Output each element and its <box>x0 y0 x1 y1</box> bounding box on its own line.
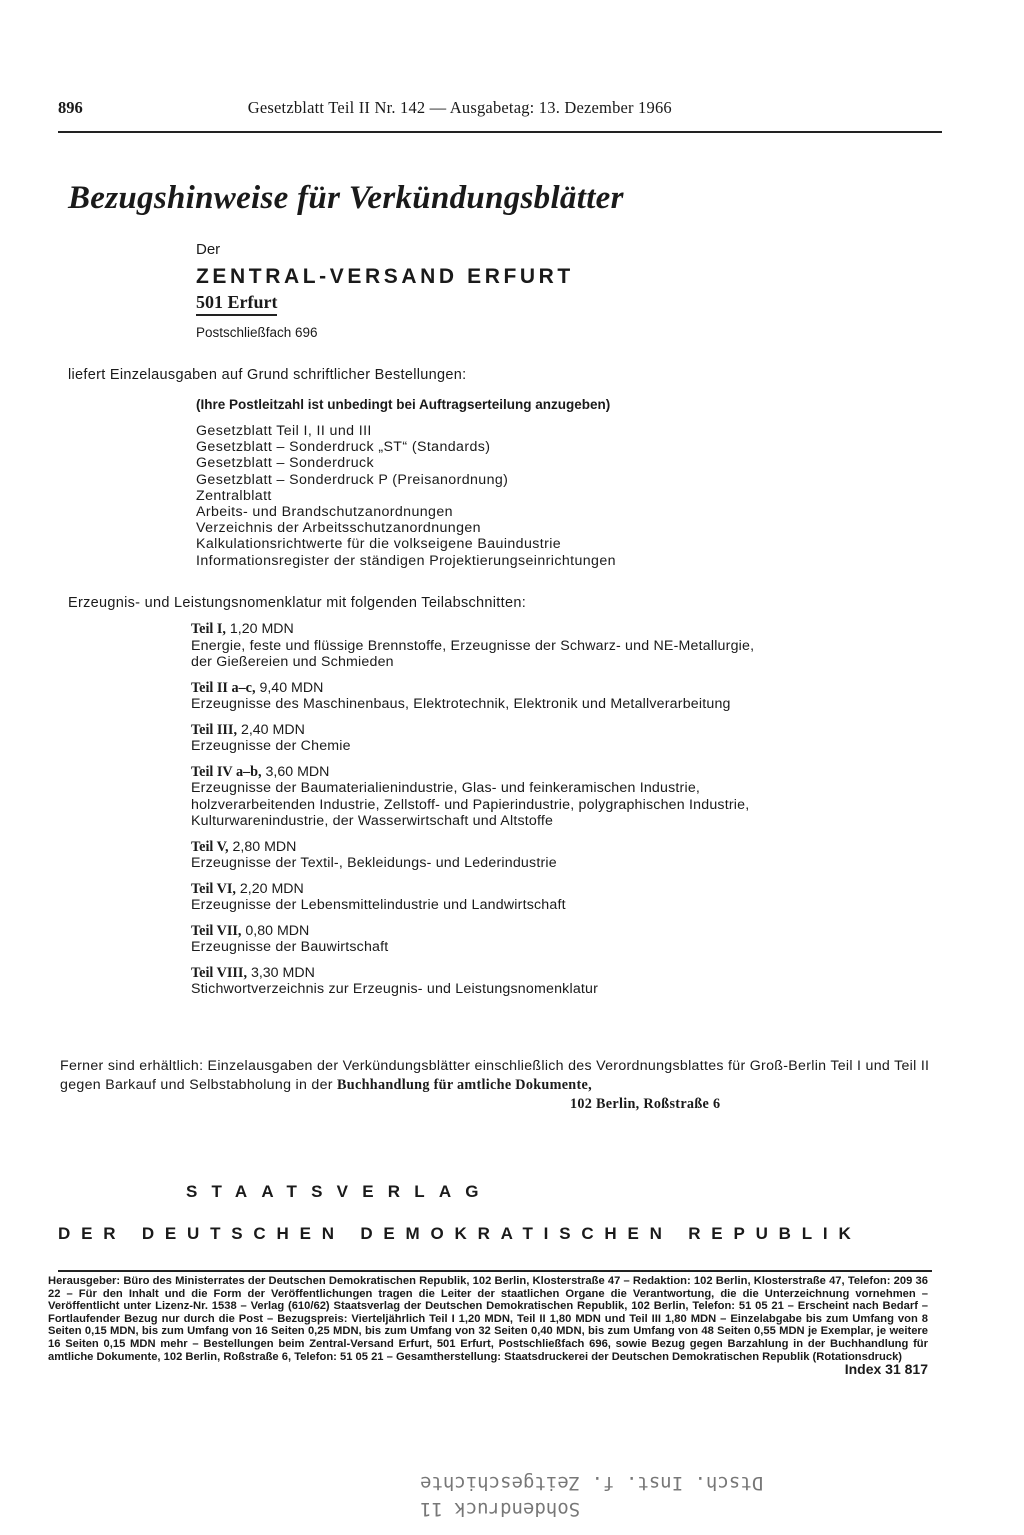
part-entry <box>191 722 871 755</box>
part-name: Teil III, <box>191 721 237 738</box>
address-der: Der <box>196 241 221 258</box>
part-entry <box>191 965 871 998</box>
part-desc: Energie, feste und flüssige Brennstoffe, Erzeugnisse der Schwarz- und NE-Metallurgie, <box>191 637 755 654</box>
part-price: 1,20 MDN <box>229 621 294 637</box>
part-name: Teil VII, <box>191 922 242 939</box>
publication-item: Gesetzblatt – Sonderdruck P (Preisanordnung) <box>196 471 509 488</box>
ferner-text: Ferner sind erhältlich: Einzelausgaben der Verkündungsblätter einschließlich des Verordnungsblattes für Groß-Berlin Teil I und Teil II gegen Barkauf und Selbstabholung in der <box>60 1058 930 1093</box>
part-desc: Stichwortverzeichnis zur Erzeugnis- und Leistungsnomenklatur <box>191 981 599 997</box>
part-price: 3,30 MDN <box>250 964 315 981</box>
address-org: ZENTRAL-VERSAND ERFURT <box>196 265 574 288</box>
imprint <box>48 1275 928 1376</box>
ferner-paragraph <box>60 1057 930 1114</box>
nomenclature-intro: Erzeugnis- und Leistungsnomenklatur mit folgenden Teilabschnitten: <box>68 595 527 611</box>
part-desc: Erzeugnisse der Lebensmittelindustrie und Landwirtschaft <box>191 897 566 913</box>
publication-item: Gesetzblatt Teil I, II und III <box>196 423 372 439</box>
part-price: 0,80 MDN <box>245 922 310 939</box>
parts-list <box>191 621 871 1007</box>
address-city: 501 Erfurt <box>196 292 277 316</box>
part-entry <box>191 764 871 830</box>
part-desc: Erzeugnisse des Maschinenbaus, Elektrotechnik, Elektronik und Metallverarbeitung <box>191 696 731 712</box>
page-header <box>58 98 942 118</box>
publication-item: Gesetzblatt – Sonderdruck „ST“ (Standards) <box>196 439 491 456</box>
part-price: 2,80 MDN <box>232 838 297 855</box>
page-title: Bezugshinweise für Verkündungsblätter <box>68 180 624 216</box>
address-po-box: Postschließfach 696 <box>196 325 318 340</box>
publication-item: Arbeits- und Brandschutzanordnungen <box>196 504 453 521</box>
part-price: 2,20 MDN <box>239 880 304 897</box>
header-title: Gesetzblatt Teil II Nr. 142 — Ausgabetag: 13. Dezember 1966 <box>247 98 672 117</box>
publication-item: Informationsregister der ständigen Projektierungseinrichtungen <box>196 552 616 569</box>
intro-text: liefert Einzelausgaben auf Grund schriftlicher Bestellungen: <box>68 367 467 383</box>
address-block <box>196 241 574 340</box>
part-desc: Erzeugnisse der Baumaterialienindustrie, Glas- und feinkeramischen Industrie, <box>191 780 701 796</box>
header-rule <box>58 131 942 133</box>
index-number: Index 31 817 <box>844 1361 928 1378</box>
part-entry <box>191 923 871 956</box>
postcode-note: (Ihre Postleitzahl ist unbedingt bei Auftragserteilung anzugeben) <box>196 397 611 412</box>
part-desc: Erzeugnisse der Bauwirtschaft <box>191 939 389 955</box>
page-number: 896 <box>58 98 83 117</box>
part-entry <box>191 839 871 872</box>
part-price: 3,60 MDN <box>265 763 330 780</box>
publication-item: Zentralblatt <box>196 487 272 504</box>
part-name: Teil IV a–b, <box>191 763 262 780</box>
part-desc: Kulturwarenindustrie, der Wasserwirtschaft und Altstoffe <box>191 813 554 829</box>
ferner-address: 102 Berlin, Roßstraße 6 <box>570 1096 721 1112</box>
stamp-line-2: Dtsch. Inst. f. Zeitgeschichte <box>420 1472 764 1494</box>
imprint-text: Herausgeber: Büro des Ministerrates der Deutschen Demokratischen Republik, 102 Berlin, Klosterstraße 47 – Redaktion: 102 Berlin, Klosterstraße 47, Telefon: 209 36 22 – Für den Inhalt und die Form der Veröffentlichungen tragen die Leiter der staatlichen Organe die Verantwortung, die die Unterzeichnung vornehmen – Veröffentlicht unter Lizenz-Nr. 1538 – Verlag (610/62) Staatsverlag der Deutschen Demokratischen Republik, 102 Berlin, Telefon: 51 05 21 – Erscheint nach Bedarf – Fortlaufender Bezug nur durch die Post – Bezugspreis: Vierteljährlich Teil I 1,20 MDN, Teil II 1,80 MDN und Teil III 1,80 MDN – Einzelabgabe bis zum Umfang von 8 Seiten 0,15 MDN, bis zum Umfang von 16 Seiten 0,25 MDN, bis zum Umfang von 32 Seiten 0,40 MDN, bis zum Umfang von 48 Seiten 0,55 MDN je Exemplar, je weitere 16 Seiten 0,15 MDN mehr – Bestellungen beim Zentral-Versand Erfurt, 501 Erfurt, Postschließfach 696, sowie Bezug gegen Barzahlung in der Buchhandlung für amtliche Dokumente, 102 Berlin, Roßstraße 6, Telefon: 51 05 21 – Gesamtherstellung: Staatsdruckerei der Deutschen Demokratischen Republik (Rotationsdruck) <box>48 1275 928 1363</box>
footer-rule <box>58 1270 932 1272</box>
part-entry <box>191 881 871 914</box>
publisher-line-1: STAATSVERLAG <box>186 1182 493 1201</box>
part-entry <box>191 680 871 713</box>
part-entry <box>191 621 871 671</box>
publication-item: Gesetzblatt – Sonderdruck <box>196 455 374 472</box>
part-name: Teil VI, <box>191 880 236 897</box>
part-price: 9,40 MDN <box>259 679 324 696</box>
part-name: Teil V, <box>191 838 229 855</box>
part-desc: Erzeugnisse der Chemie <box>191 738 351 754</box>
part-desc: holzverarbeitenden Industrie, Zellstoff- und Papierindustrie, polygraphischen Industrie, <box>191 796 750 813</box>
part-name: Teil VIII, <box>191 964 247 981</box>
publication-item: Verzeichnis der Arbeitsschutzanordnungen <box>196 520 481 537</box>
library-stamp <box>420 1470 763 1522</box>
part-name: Teil II a–c, <box>191 679 256 696</box>
part-desc: Erzeugnisse der Textil-, Bekleidungs- und Lederindustrie <box>191 855 557 871</box>
publisher-line-2: DER DEUTSCHEN DEMOKRATISCHEN REPUBLIK <box>58 1224 862 1243</box>
publication-item: Kalkulationsrichtwerte für die volkseigene Bauindustrie <box>196 536 562 553</box>
publication-list <box>196 423 616 569</box>
part-name: Teil I, <box>191 621 226 637</box>
part-price: 2,40 MDN <box>240 721 305 738</box>
part-desc: der Gießereien und Schmieden <box>191 654 394 670</box>
stamp-line-1: Sohdendruck 11 <box>420 1498 581 1520</box>
ferner-shop: Buchhandlung für amtliche Dokumente, <box>337 1077 592 1093</box>
